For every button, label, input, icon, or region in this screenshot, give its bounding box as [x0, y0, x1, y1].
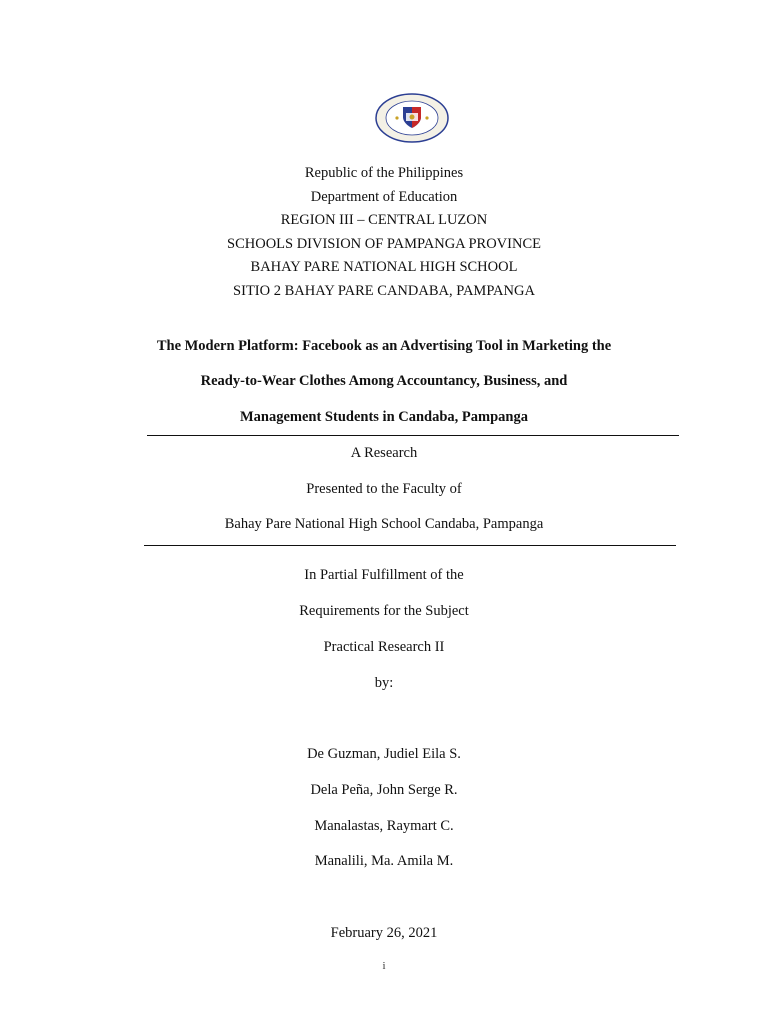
- page-number: i: [382, 960, 386, 972]
- author-1: De Guzman, Judiel Eila S.: [307, 746, 461, 762]
- deped-seal-icon: [375, 93, 449, 143]
- title-line-2: Ready-to-Wear Clothes Among Accountancy, Business, and: [200, 373, 568, 389]
- header-line-3: REGION III – CENTRAL LUZON: [280, 212, 488, 228]
- divider-top: [147, 435, 679, 436]
- fulfillment-line-4: by:: [374, 675, 394, 691]
- title-line-3: Management Students in Candaba, Pampanga: [239, 409, 529, 425]
- fulfillment-line-2: Requirements for the Subject: [299, 603, 469, 619]
- fulfillment-line-3: Practical Research II: [323, 639, 445, 655]
- author-3: Manalastas, Raymart C.: [314, 818, 454, 834]
- presentation-line-2: Presented to the Faculty of: [306, 481, 462, 497]
- header-line-4: SCHOOLS DIVISION OF PAMPANGA PROVINCE: [227, 236, 541, 252]
- divider-bottom: [144, 545, 676, 546]
- presentation-line-1: A Research: [350, 445, 418, 461]
- header-line-5: BAHAY PARE NATIONAL HIGH SCHOOL: [250, 259, 518, 275]
- presentation-line-3: Bahay Pare National High School Candaba, Pampanga: [224, 516, 544, 532]
- header-line-6: SITIO 2 BAHAY PARE CANDABA, PAMPANGA: [233, 283, 535, 299]
- header-line-2: Department of Education: [310, 189, 458, 205]
- title-line-1: The Modern Platform: Facebook as an Advertising Tool in Marketing the: [156, 338, 612, 354]
- submission-date: February 26, 2021: [330, 925, 438, 941]
- fulfillment-line-1: In Partial Fulfillment of the: [304, 567, 464, 583]
- author-4: Manalili, Ma. Amila M.: [314, 853, 454, 869]
- header-line-1: Republic of the Philippines: [304, 165, 464, 181]
- author-2: Dela Peña, John Serge R.: [310, 782, 458, 798]
